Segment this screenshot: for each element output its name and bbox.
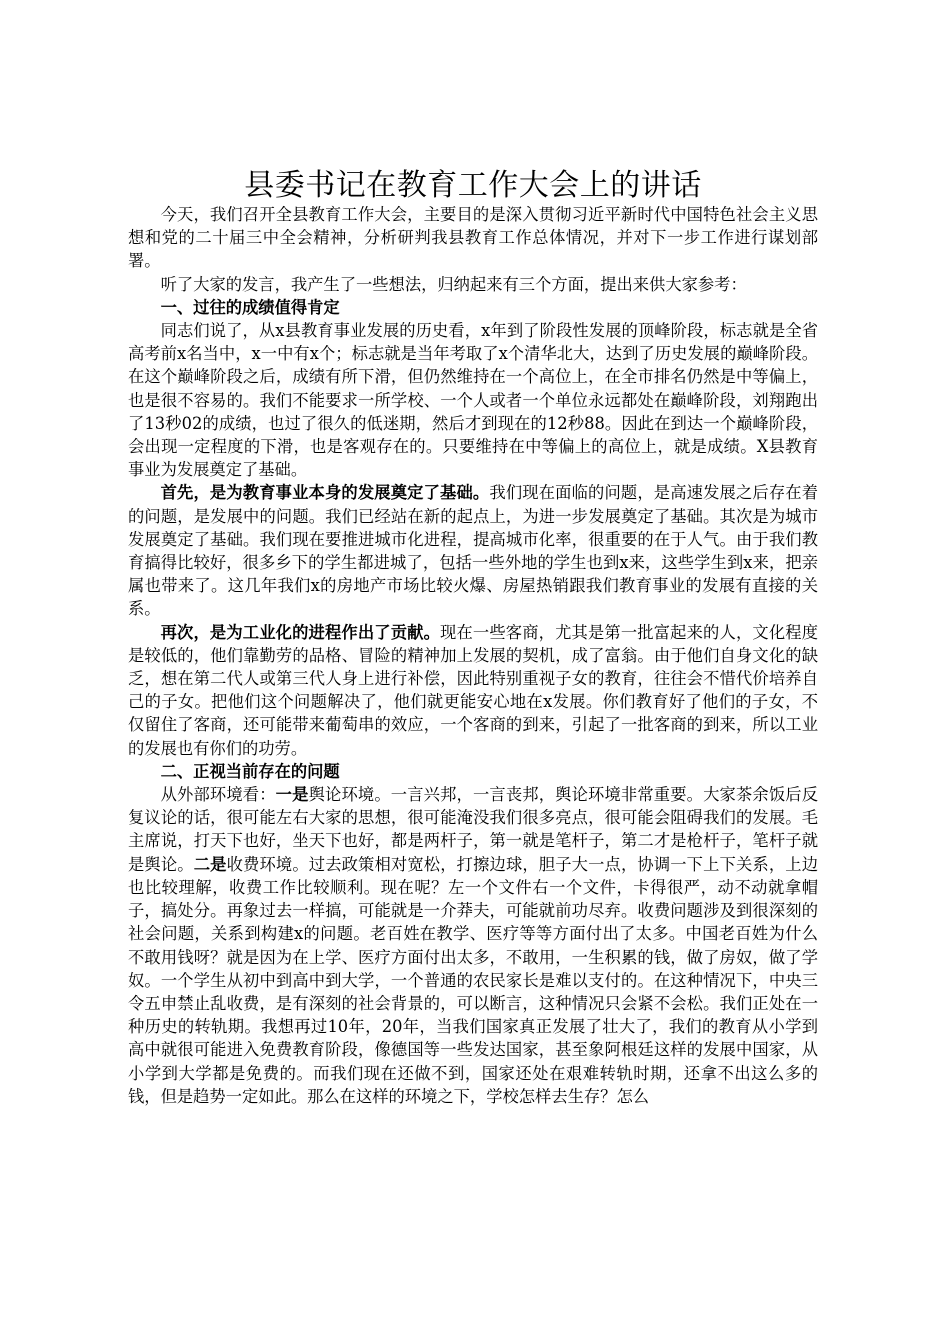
paragraph-text: 我们现在面临的问题，是高速发展之后存在着的问题，是发展中的问题。我们已经站在新的起点上，为进一步发展奠定了基础。其次是为城市发展奠定了基础。我们现在要推进城市化进程，提高城市化率，很重要的在于人气。由于我们教育搞得比较好，很多乡下的学生都进城了，包括一些外地的学生也到x来，这些学生到x来，把亲属也带来了。这几年我们x的房地产市场比较火爆、房屋热销跟我们教育事业的发展有直接的关系。 <box>128 483 818 619</box>
paragraph-text: 从外部环境看： <box>160 785 276 805</box>
section-heading-problems: 二、正视当前存在的问题 <box>160 761 340 781</box>
bold-lead-one: 一是 <box>275 785 309 805</box>
document-page <box>128 168 818 1108</box>
bold-lead-two: 二是 <box>193 854 227 874</box>
paragraph-industrialization <box>128 621 818 760</box>
paragraph-text: 现在一些客商，尤其是第一批富起来的人，文化程度是较低的，他们靠勤劳的品格、冒险的精神加上发展的契机，成了富翁。由于他们自身文化的缺乏，想在第二代人或第三代人身上进行补偿，因此特别重视子女的教育，往往会不惜代价培养自己的子女。把他们这个问题解决了，他们就更能安心地在x发展。你们教育好了他们的子女，不仅留住了客商，还可能带来葡萄串的效应，一个客商的到来，引起了一批客商的到来，所以工业的发展也有你们的功劳。 <box>128 622 818 758</box>
paragraph-education-foundation <box>128 481 818 620</box>
paragraph-text: 收费环境。过去政策相对宽松，打擦边球，胆子大一点，协调一下上下关系，上边也比较理解，收费工作比较顺利。现在呢？左一个文件右一个文件，卡得很严，动不动就拿帽子，搞处分。再象过去一样搞，可能就是一介莽夫，可能就前功尽弃。收费问题涉及到很深刻的社会问题，关系到构建x的问题。老百姓在教学、医疗等等方面付出了太多。中国老百姓为什么不敢用钱呀？就是因为在上学、医疗方面付出太多，不敢用，一生积累的钱，做了房奴，做了学奴。一个学生从初中到高中到大学，一个普通的农民家长是难以支付的。在这种情况下，中央三令五申禁止乱收费，是有深刻的社会背景的，可以断言，这种情况只会紧不会松。我们正处在一种历史的转轨期。我想再过10年，20年，当我们国家真正发展了壮大了，我们的教育从小学到高中就很可能进入免费教育阶段，像德国等一些发达国家，甚至象阿根廷这样的发展中国家，从小学到大学都是免费的。而我们现在还做不到，国家还处在艰难转轨时期，还拿不出这么多的钱，但是趋势一定如此。那么在这样的环境之下，学校怎样去生存？怎么 <box>128 854 818 1106</box>
paragraph-history: 同志们说了，从x县教育事业发展的历史看，x年到了阶段性发展的顶峰阶段，标志就是全省高考前x名当中，x一中有x个；标志就是当年考取了x个清华北大，达到了历史发展的巅峰阶段。在这个巅峰阶段之后，成绩有所下滑，但仍然维持在一个高位上，在全市排名仍然是中等偏上，也是很不容易的。我们不能要求一所学校、一个人或者一个单位永远都处在巅峰阶段，刘翔跑出了13秒02的成绩，也过了很久的低迷期，然后才到现在的12秒88。因此在到达一个巅峰阶段，会出现一定程度的下滑，也是客观存在的。只要维持在中等偏上的高位上，就是成绩。X县教育事业为发展奠定了基础。 <box>128 321 818 480</box>
bold-lead-again: 再次，是为工业化的进程作出了贡献。 <box>160 622 441 642</box>
document-title: 县委书记在教育工作大会上的讲话 <box>244 168 702 203</box>
paragraph-intro: 今天，我们召开全县教育工作大会，主要目的是深入贯彻习近平新时代中国特色社会主义思想和党的二十届三中全会精神，分析研判我县教育工作总体情况，并对下一步工作进行谋划部署。 <box>128 205 818 271</box>
bold-lead-first: 首先，是为教育事业本身的发展奠定了基础。 <box>160 483 490 503</box>
section-heading-achievements: 一、过往的成绩值得肯定 <box>160 297 340 317</box>
paragraph-overview: 听了大家的发言，我产生了一些想法，归纳起来有三个方面，提出来供大家参考： <box>160 274 747 294</box>
paragraph-text: 舆论环境。一言兴邦，一言丧邦，舆论环境非常重要。大家茶余饭后反复议论的话，很可能左右大家的思想，很可能淹没我们很多亮点，很可能会阻碍我们的发展。毛主席说，打天下也好，坐天下也好，都是两杆子，第一就是笔杆子，第二才是枪杆子，笔杆子就是舆论。 <box>128 785 818 874</box>
paragraph-external-environment <box>128 783 818 1108</box>
